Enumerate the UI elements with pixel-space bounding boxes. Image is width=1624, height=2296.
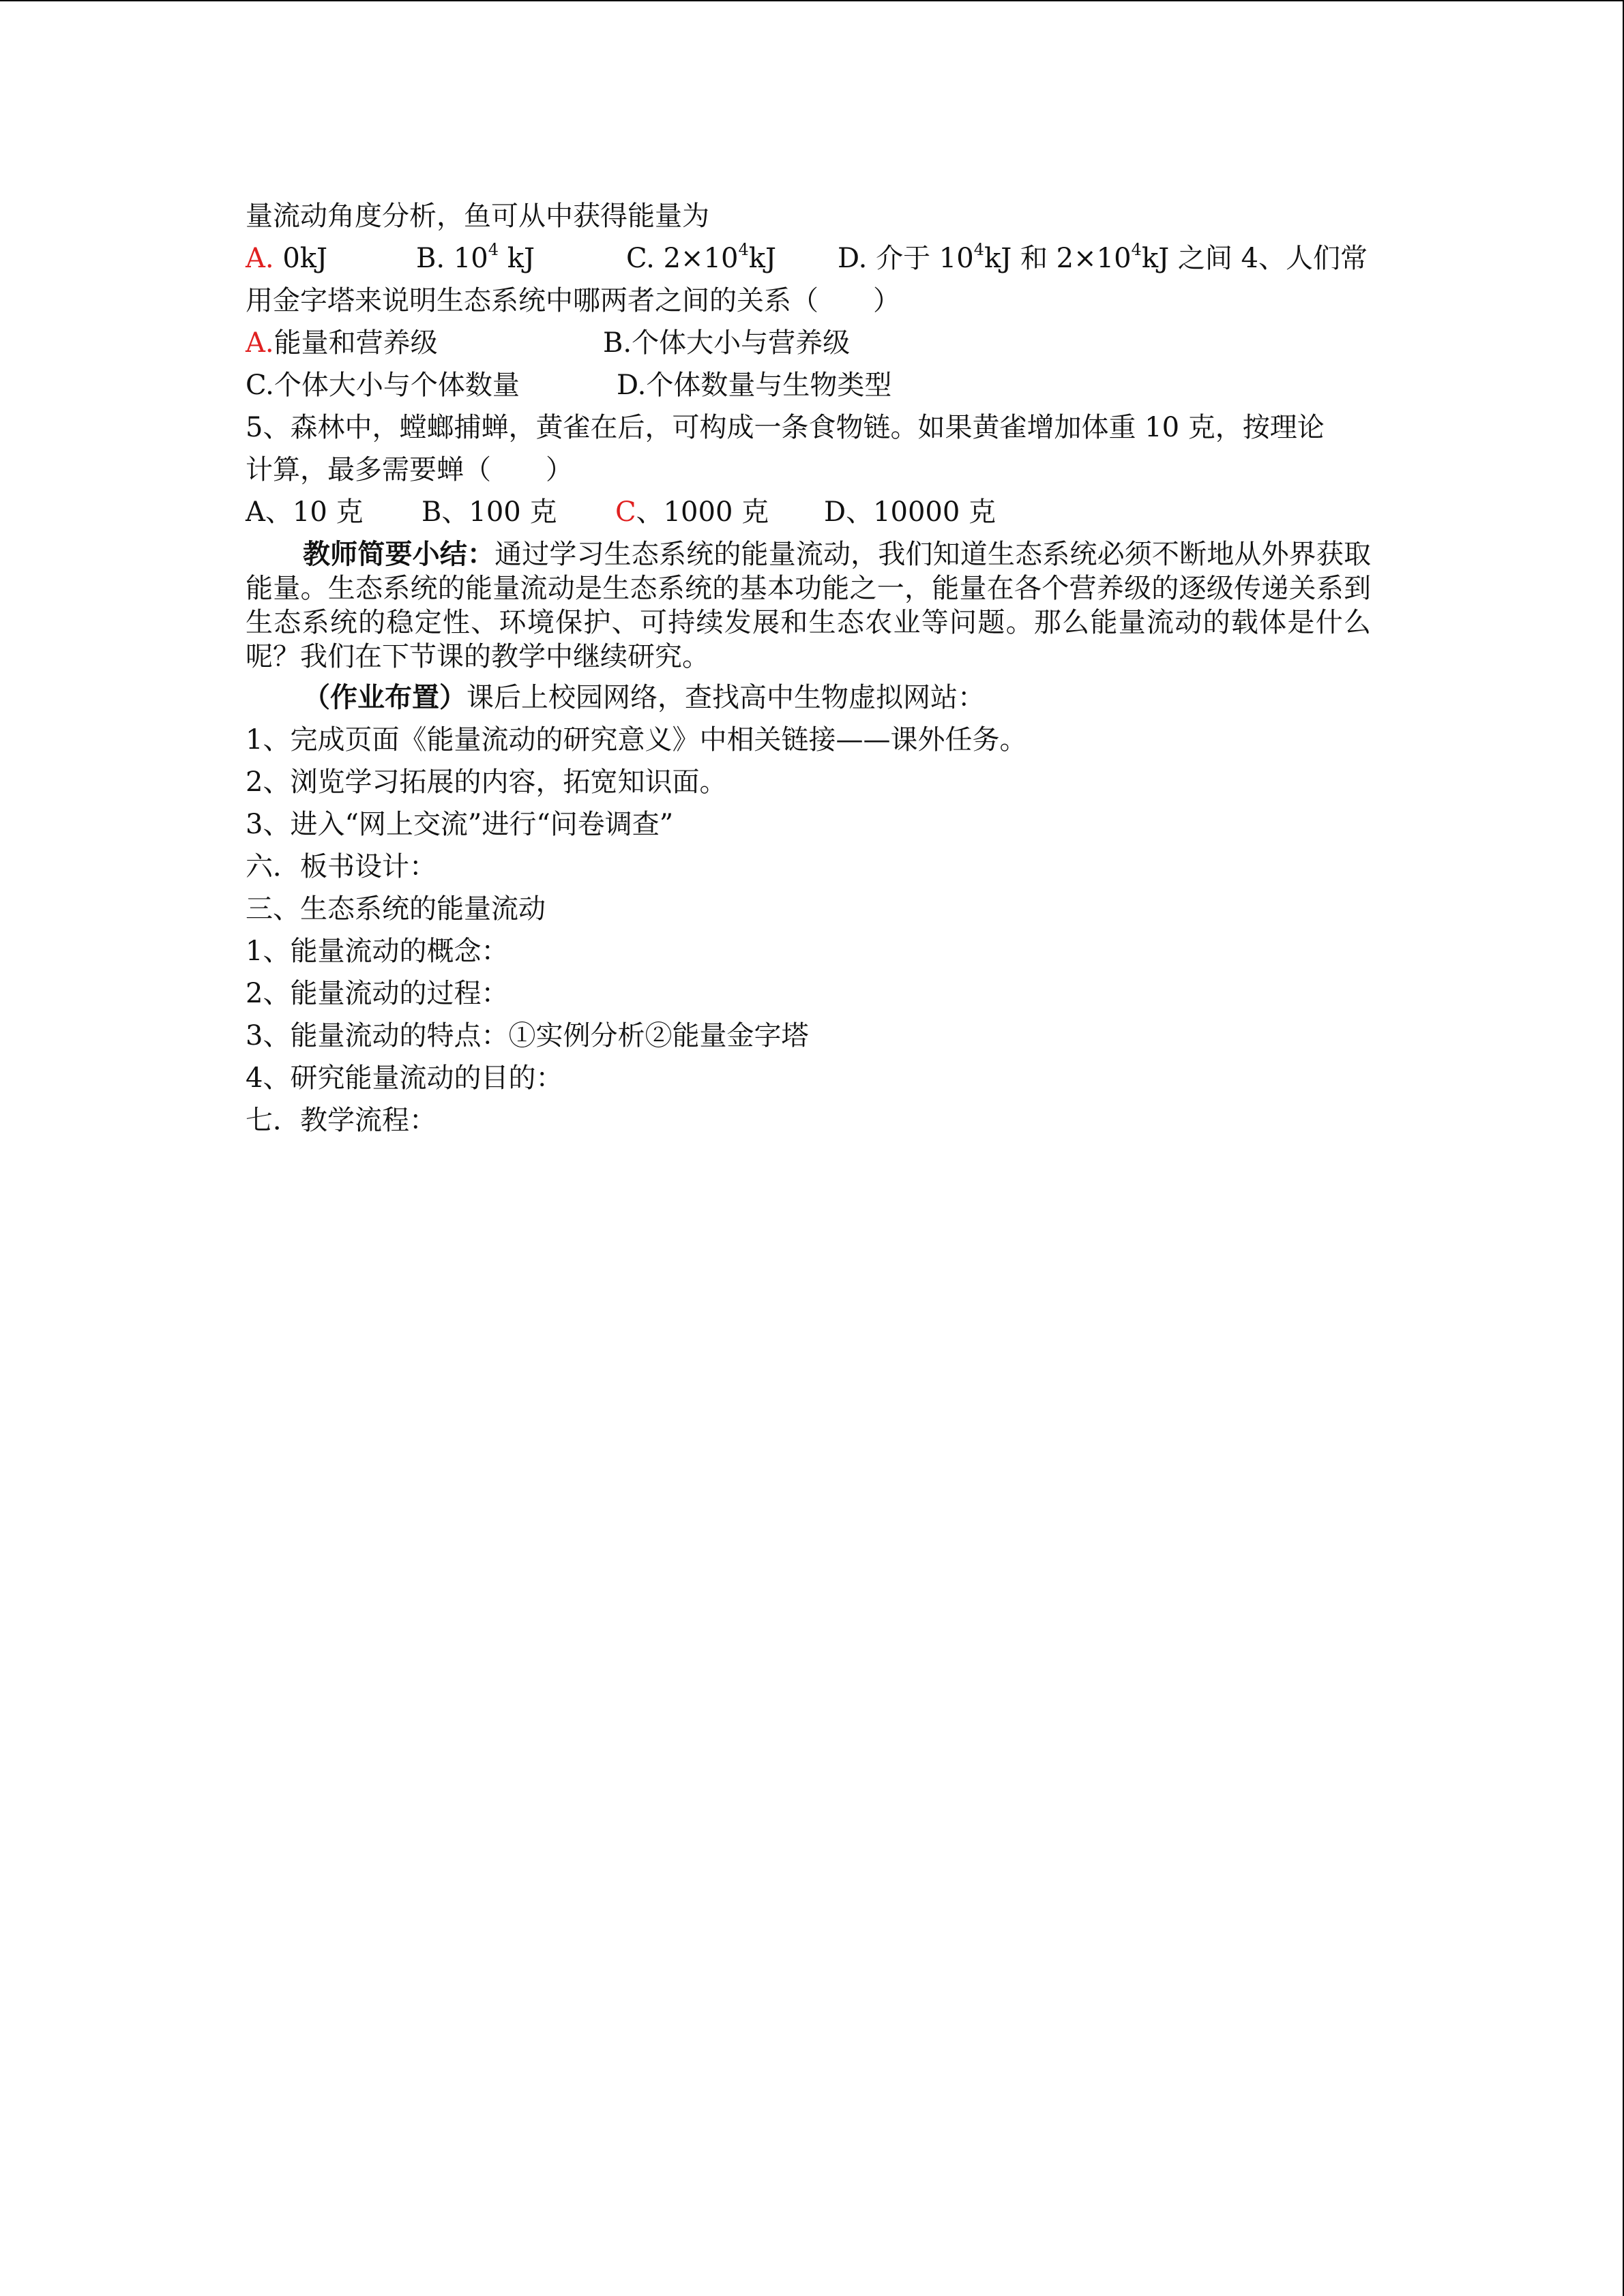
q4-stem-continuation: 用金字塔来说明生态系统中哪两者之间的关系（ ） [246, 285, 900, 316]
q4-option-a: A.能量和营养级 [246, 327, 438, 359]
q4-option-d: D.个体数量与生物类型 [617, 370, 892, 401]
board-title: 三、生态系统的能量流动 [246, 893, 546, 925]
q3-option-c: C. $2\times 10^4kJ$ [626, 240, 777, 274]
section-7-title: 七．教学流程： [246, 1105, 437, 1136]
q5-options [246, 491, 1371, 533]
teacher-summary [246, 537, 1371, 674]
homework-label: （作业布置） [303, 681, 467, 713]
board-item: 1、能量流动的概念： [246, 936, 509, 967]
q5-option-c: C、1000 克 [615, 496, 769, 528]
q3-option-b: B. $10^4$ kJ [416, 240, 535, 274]
q4-options-row1 [246, 322, 1371, 364]
teacher-summary-label: 教师简要小结： [303, 538, 495, 570]
q3-stem-continuation: 量流动角度分析，鱼可从中获得能量为 [246, 200, 709, 232]
q4-option-b: B.个体大小与营养级 [603, 327, 851, 359]
section-6-title: 六．板书设计： [246, 851, 437, 882]
page-top-border [0, 0, 1624, 1]
q4-options-row2 [246, 364, 1371, 406]
q5-stem-line2: 计算，最多需要蝉（ ） [246, 454, 573, 486]
teacher-summary-text: 通过学习生态系统的能量流动，我们知道生态系统必须不断地从外界获取能量。生态系统的能量流动是生态系统的基本功能之一，能量在各个营养级的逐级传递关系到生态系统的稳定性、环境保护、可持续发展和生态农业等问题。那么能量流动的载体是什么呢？我们在下节课的教学中继续研究。 [246, 539, 1372, 672]
homework-item: 1、完成页面《能量流动的研究意义》中相关链接——课外任务。 [246, 724, 1027, 756]
q3-option-a-letter: A. [246, 243, 274, 274]
q3-option-d: D. 介于 $10^4kJ$ 和 $2\times 10^4kJ$ 之间 4、人们常 [838, 240, 1368, 274]
q5-option-a: A、10 克 [246, 496, 364, 528]
q5-option-d: D、10000 克 [824, 496, 996, 528]
q5-stem-line1: 5、森林中，螳螂捕蝉，黄雀在后，可构成一条食物链。如果黄雀增加体重 10 克，按理论 [246, 412, 1325, 443]
q3-options [246, 237, 1371, 280]
q5-option-b: B、100 克 [422, 496, 557, 528]
q3-option-a [246, 237, 416, 280]
homework-text: 课后上校园网络，查找高中生物虚拟网站： [467, 682, 985, 713]
board-item: 4、研究能量流动的目的： [246, 1062, 563, 1094]
board-item: 2、能量流动的过程： [246, 978, 509, 1009]
homework-item: 2、浏览学习拓展的内容，拓宽知识面。 [246, 766, 727, 798]
document-body [246, 195, 1371, 1142]
q3-option-a-text: 0kJ [274, 243, 328, 274]
board-item: 3、能量流动的特点：①实例分析②能量金字塔 [246, 1020, 809, 1052]
q4-option-c: C.个体大小与个体数量 [246, 370, 520, 401]
homework-heading [246, 676, 1371, 719]
homework-item: 3、进入“网上交流”进行“问卷调查” [246, 809, 674, 840]
